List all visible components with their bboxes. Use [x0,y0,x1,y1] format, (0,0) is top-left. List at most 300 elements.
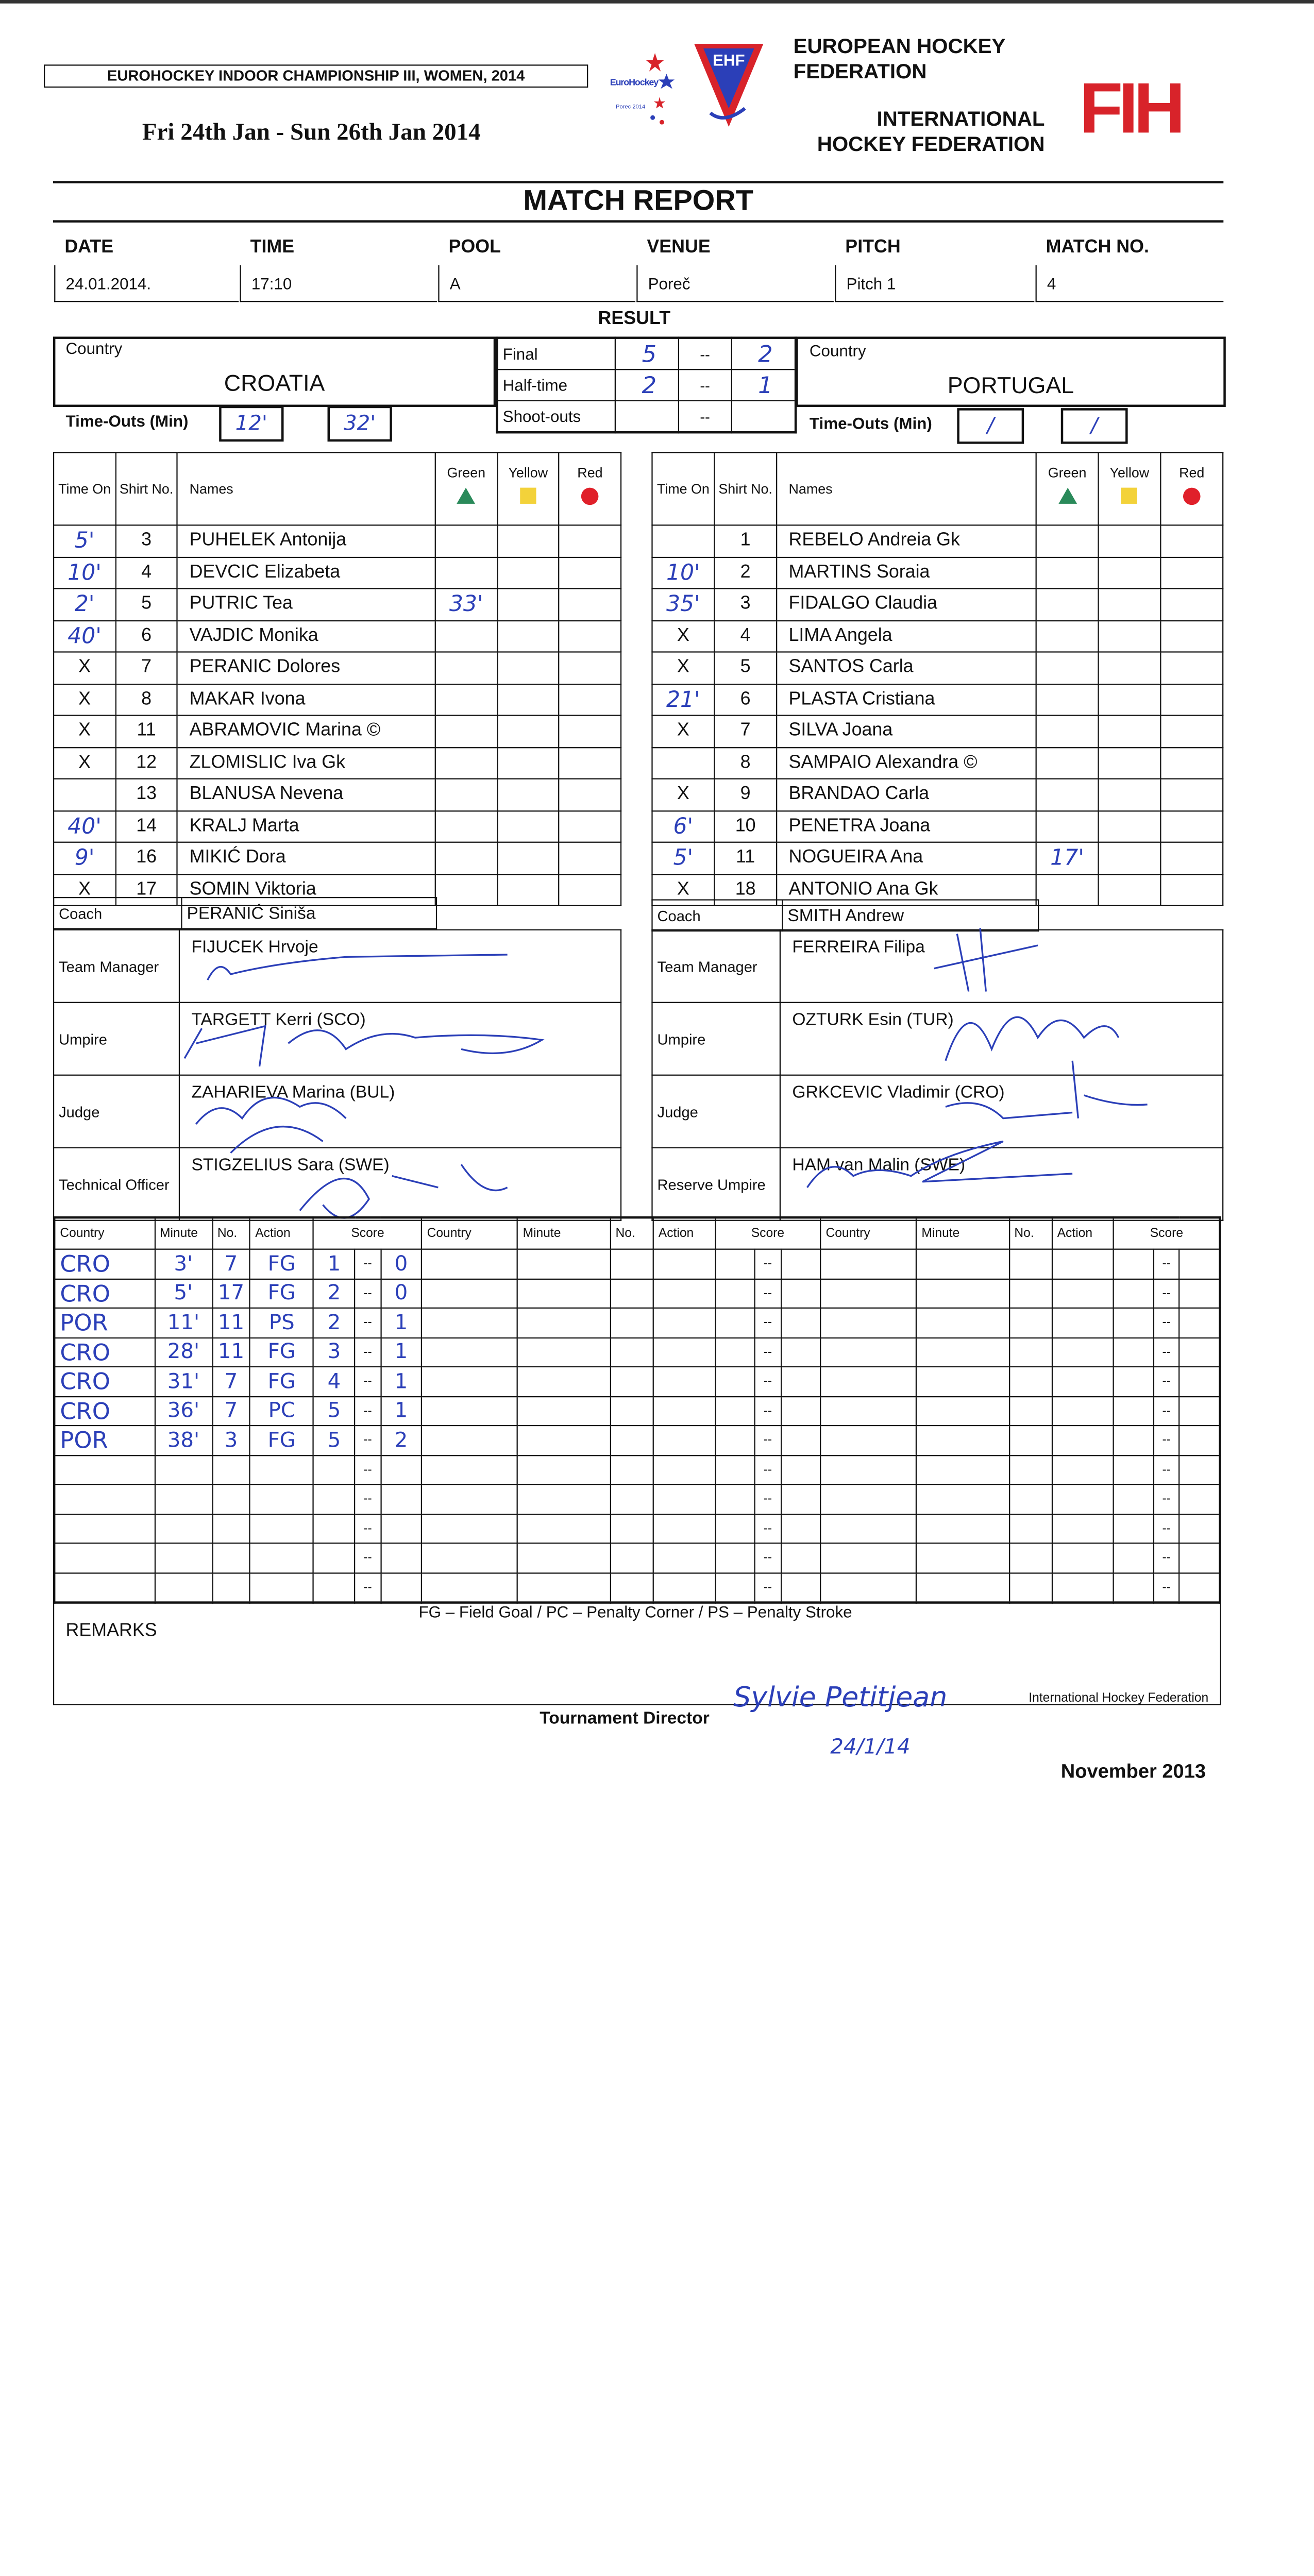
title-rule-top [53,181,1223,183]
score-country [820,1572,916,1602]
home-player-time-on: 2' [54,588,115,620]
score-sep: -- [755,1308,781,1337]
score-minute [916,1426,1009,1455]
scores-header-action: Action [1052,1217,1114,1249]
match-info-value-4: Pitch 1 [835,265,1034,302]
scores-table [53,1216,1221,1604]
score-sep: -- [1153,1484,1180,1514]
tournament-director-label: Tournament Director [540,1708,710,1728]
score-home [715,1572,754,1602]
away-header-yellow-label: Yellow [1109,464,1150,481]
score-minute [517,1455,610,1484]
score-action [1052,1514,1114,1543]
away-official-row [652,1003,1223,1075]
halftime-label: Half-time [497,369,615,400]
home-country-box [53,336,496,407]
home-player-red-card [559,810,621,842]
score-home [1114,1543,1153,1572]
away-player-red-card [1160,716,1223,748]
score-sep: -- [755,1543,781,1572]
score-away [1180,1337,1220,1367]
score-minute: 31' [155,1367,212,1396]
score-no [1009,1484,1052,1514]
score-no [212,1455,250,1484]
score-sep: -- [755,1396,781,1426]
match-info [53,226,1223,307]
away-header-time-on [652,452,714,525]
away-player-red-card [1160,779,1223,811]
score-away [781,1484,820,1514]
score-minute: 38' [155,1426,212,1455]
away-player-red-card [1160,525,1223,557]
away-player-green-card [1036,810,1099,842]
score-action [1052,1543,1114,1572]
home-player-name: ZLOMISLIC Iva Gk [177,747,435,779]
home-coach-label: Coach [54,897,181,928]
score-row [54,1514,1220,1543]
score-no [1009,1308,1052,1337]
score-country [820,1543,916,1572]
score-no [212,1484,250,1514]
score-minute [517,1367,610,1396]
home-player-row [54,652,621,684]
score-action [653,1308,715,1337]
home-player-shirt-no: 12 [115,747,177,779]
score-no [610,1455,653,1484]
home-player-name: DEVCIC Elizabeta [177,557,435,589]
score-away: 1 [380,1396,422,1426]
away-player-name: FIDALGO Claudia [777,588,1036,620]
score-action [1052,1484,1114,1514]
score-sep: -- [755,1455,781,1484]
away-official-role: Team Manager [652,930,780,1003]
score-away: 1 [380,1367,422,1396]
home-header-green-label: Green [447,464,486,481]
away-player-yellow-card [1098,842,1160,874]
home-country-name: CROATIA [224,371,325,397]
home-header-green [435,452,497,525]
final-away-score: 2 [731,338,796,370]
scores-header-score: Score [314,1217,422,1249]
score-minute [916,1572,1009,1602]
scores-header-score: Score [715,1217,820,1249]
score-action: FG [250,1249,313,1279]
score-away [380,1572,422,1602]
score-country: POR [54,1308,155,1337]
home-header-yellow-label: Yellow [508,464,548,481]
home-header-time-on-label: Time On [58,481,111,497]
score-away [781,1308,820,1337]
home-player-name: BLANUSA Nevena [177,779,435,811]
halftime-sep: -- [679,369,731,400]
score-minute: 28' [155,1337,212,1367]
score-away [1180,1484,1220,1514]
score-minute [916,1308,1009,1337]
score-sep: -- [1153,1572,1180,1602]
score-minute [517,1396,610,1426]
score-action: FG [250,1367,313,1396]
score-row [54,1543,1220,1572]
away-header-time-on-label: Time On [656,481,710,497]
score-home [715,1249,754,1279]
home-official-row [54,930,621,1003]
home-officials-table [53,929,621,1221]
home-player-green-card [435,557,497,589]
score-sep: -- [755,1484,781,1514]
shootouts-away-score [731,401,796,433]
score-no [1009,1455,1052,1484]
score-country [820,1279,916,1308]
home-timeout-1: 12' [219,406,283,442]
result-score-table [496,336,797,433]
score-country: CRO [54,1249,155,1279]
score-no [1009,1543,1052,1572]
score-country [820,1337,916,1367]
score-sep: -- [355,1279,380,1308]
away-official-row [652,1075,1223,1148]
score-row [54,1455,1220,1484]
scores-header-action: Action [653,1217,715,1249]
home-player-red-card [559,684,621,716]
away-player-green-card [1036,747,1099,779]
away-player-name: MARTINS Soraia [777,557,1036,589]
score-country [820,1308,916,1337]
score-home [1114,1514,1153,1543]
score-away [781,1396,820,1426]
home-player-red-card [559,874,621,906]
shootouts-sep: -- [679,401,731,433]
action-legend: FG – Field Goal / PC – Penalty Corner / PS – Penalty Stroke [418,1602,852,1621]
home-player-time-on: 5' [54,525,115,557]
score-minute [155,1514,212,1543]
home-player-name: MAKAR Ivona [177,684,435,716]
score-home: 1 [314,1249,355,1279]
score-sep: -- [1153,1249,1180,1279]
home-player-name: PUTRIC Tea [177,588,435,620]
score-minute: 11' [155,1308,212,1337]
home-player-green-card [435,842,497,874]
match-info-value-3: Poreč [636,265,834,302]
score-country [422,1514,518,1543]
away-header-red-label: Red [1179,464,1205,481]
home-official-role: Judge [54,1075,179,1148]
away-header-red [1160,452,1223,525]
remarks-label: REMARKS [65,1621,157,1641]
home-official-row [54,1003,621,1075]
home-player-yellow-card [497,842,559,874]
score-row [54,1484,1220,1514]
score-country [820,1249,916,1279]
home-player-time-on: X [54,747,115,779]
score-country [820,1455,916,1484]
final-sep: -- [679,338,731,370]
score-minute [517,1337,610,1367]
home-timeout-2: 32' [328,406,392,442]
score-country [820,1367,916,1396]
score-away [1180,1543,1220,1572]
score-action [1052,1426,1114,1455]
score-no [1009,1572,1052,1602]
score-away [380,1543,422,1572]
score-away [1180,1249,1220,1279]
score-home [314,1543,355,1572]
score-action [653,1396,715,1426]
score-no [610,1279,653,1308]
home-header-yellow [497,452,559,525]
score-sep: -- [755,1426,781,1455]
tournament-director-signature: Sylvie Petitjean [733,1681,948,1714]
score-action [250,1484,313,1514]
score-action [653,1279,715,1308]
score-away [1180,1396,1220,1426]
home-player-yellow-card [497,620,559,652]
home-player-green-card [435,652,497,684]
score-no [610,1514,653,1543]
remarks-box [53,1600,1221,1705]
away-player-green-card [1036,620,1099,652]
home-player-row [54,716,621,748]
score-action [1052,1396,1114,1426]
away-player-shirt-no: 8 [714,747,777,779]
top-edge [0,0,1314,4]
score-home [314,1455,355,1484]
home-players-header [54,452,621,525]
score-action [653,1455,715,1484]
home-header-red [559,452,621,525]
score-away: 2 [380,1426,422,1455]
green-card-icon [457,488,476,504]
score-country [422,1543,518,1572]
event-logo-subtext: Porec 2014 [615,104,646,111]
score-action [250,1455,313,1484]
away-timeout-2: / [1061,408,1128,444]
score-row [54,1337,1220,1367]
home-player-green-card [435,747,497,779]
score-away [1180,1367,1220,1396]
red-card-icon [581,488,599,505]
home-player-time-on: 40' [54,810,115,842]
home-player-name: MIKIĆ Dora [177,842,435,874]
score-no [610,1337,653,1367]
score-action: PC [250,1396,313,1426]
match-info-label-1: TIME [250,237,295,258]
yellow-card-icon [520,488,536,504]
home-player-green-card [435,810,497,842]
home-player-row [54,588,621,620]
score-away [1180,1514,1220,1543]
match-info-value-1: 17:10 [240,265,437,302]
away-player-name: SILVA Joana [777,716,1036,748]
score-no [1009,1396,1052,1426]
score-action [653,1337,715,1367]
score-country [422,1249,518,1279]
score-minute [155,1543,212,1572]
score-row [54,1396,1220,1426]
away-player-red-card [1160,620,1223,652]
score-sep: -- [1153,1455,1180,1484]
away-player-yellow-card [1098,620,1160,652]
form-date: November 2013 [1060,1760,1206,1783]
score-country [422,1396,518,1426]
match-info-label-2: POOL [448,237,501,258]
score-action [250,1543,313,1572]
away-player-yellow-card [1098,810,1160,842]
away-player-yellow-card [1098,652,1160,684]
away-player-shirt-no: 11 [714,842,777,874]
away-player-name: REBELO Andreia Gk [777,525,1036,557]
score-no [610,1367,653,1396]
home-official-role: Technical Officer [54,1148,179,1221]
score-country [820,1514,916,1543]
away-player-green-card [1036,684,1099,716]
home-header-red-label: Red [577,464,603,481]
score-country: CRO [54,1279,155,1308]
match-info-value-0: 24.01.2014. [54,265,239,302]
away-player-row [652,588,1223,620]
score-country [54,1572,155,1602]
score-sep: -- [1153,1426,1180,1455]
score-away [781,1249,820,1279]
scores-header-score: Score [1114,1217,1220,1249]
home-official-row [54,1075,621,1148]
score-home: 4 [314,1367,355,1396]
championship-dates: Fri 24th Jan - Sun 26th Jan 2014 [142,117,481,145]
home-coach-name: PERANIĆ Siniša [181,897,436,928]
score-minute [916,1396,1009,1426]
away-official-role: Judge [652,1075,780,1148]
home-player-red-card [559,747,621,779]
away-player-time-on: 10' [652,557,714,589]
score-no [212,1514,250,1543]
score-no [610,1396,653,1426]
match-info-label-4: PITCH [845,237,901,258]
score-minute [517,1484,610,1514]
score-home [1114,1396,1153,1426]
score-home [1114,1455,1153,1484]
away-official-role: Reserve Umpire [652,1148,780,1221]
score-action [250,1572,313,1602]
away-player-time-on: X [652,874,714,906]
score-minute [916,1543,1009,1572]
away-official-role: Umpire [652,1003,780,1075]
score-sep: -- [1153,1337,1180,1367]
scores-header-country: Country [422,1217,518,1249]
home-player-row [54,525,621,557]
score-away: 0 [380,1279,422,1308]
home-player-time-on: 10' [54,557,115,589]
score-minute [916,1337,1009,1367]
score-sep: -- [355,1308,380,1337]
home-player-green-card [435,779,497,811]
away-player-red-card [1160,652,1223,684]
score-away [781,1455,820,1484]
fih-name-line2: HOCKEY FEDERATION [817,132,1045,156]
home-official-name: TARGETT Kerri (SCO) [179,1003,621,1075]
home-player-shirt-no: 4 [115,557,177,589]
score-action [250,1514,313,1543]
home-header-time-on [54,452,115,525]
score-row [54,1249,1220,1279]
scores-header-country: Country [54,1217,155,1249]
score-minute [517,1514,610,1543]
score-away [781,1367,820,1396]
away-player-shirt-no: 5 [714,652,777,684]
score-country [54,1484,155,1514]
home-player-green-card [435,525,497,557]
home-player-yellow-card [497,557,559,589]
home-player-yellow-card [497,779,559,811]
away-player-row [652,747,1223,779]
away-player-row [652,842,1223,874]
home-player-red-card [559,716,621,748]
score-action [653,1367,715,1396]
score-minute [916,1367,1009,1396]
scores-header-no: No. [1009,1217,1052,1249]
ehf-name-line2: FEDERATION [793,60,927,83]
home-player-row [54,557,621,589]
score-sep: -- [355,1337,380,1367]
score-minute: 5' [155,1279,212,1308]
score-country [422,1279,518,1308]
score-action [653,1572,715,1602]
match-info-label-0: DATE [64,237,114,258]
score-home [715,1367,754,1396]
home-player-green-card [435,716,497,748]
away-player-row [652,557,1223,589]
score-away [1180,1308,1220,1337]
away-player-shirt-no: 3 [714,588,777,620]
score-minute [916,1455,1009,1484]
away-player-row [652,810,1223,842]
score-no [1009,1426,1052,1455]
score-sep: -- [1153,1543,1180,1572]
score-sep: -- [1153,1279,1180,1308]
away-player-red-card [1160,557,1223,589]
score-home [1114,1279,1153,1308]
home-player-shirt-no: 6 [115,620,177,652]
green-card-icon [1058,488,1076,504]
score-action [1052,1279,1114,1308]
score-minute [517,1249,610,1279]
score-action: FG [250,1279,313,1308]
home-player-shirt-no: 13 [115,779,177,811]
score-country: POR [54,1426,155,1455]
score-sep: -- [355,1572,380,1602]
home-player-shirt-no: 5 [115,588,177,620]
home-player-yellow-card [497,747,559,779]
score-home [1114,1367,1153,1396]
home-player-yellow-card [497,652,559,684]
away-player-name: NOGUEIRA Ana [777,842,1036,874]
score-away [781,1514,820,1543]
score-away [1180,1572,1220,1602]
home-official-name: STIGZELIUS Sara (SWE) [179,1148,621,1221]
away-player-shirt-no: 6 [714,684,777,716]
away-player-time-on: X [652,620,714,652]
away-player-shirt-no: 2 [714,557,777,589]
home-player-yellow-card [497,588,559,620]
final-label: Final [497,338,615,370]
score-country [54,1455,155,1484]
score-country [422,1572,518,1602]
score-sep: -- [1153,1308,1180,1337]
score-no [610,1572,653,1602]
home-player-red-card [559,652,621,684]
away-player-name: LIMA Angela [777,620,1036,652]
away-country-name: PORTUGAL [947,374,1074,399]
score-action [653,1426,715,1455]
score-row [54,1279,1220,1308]
